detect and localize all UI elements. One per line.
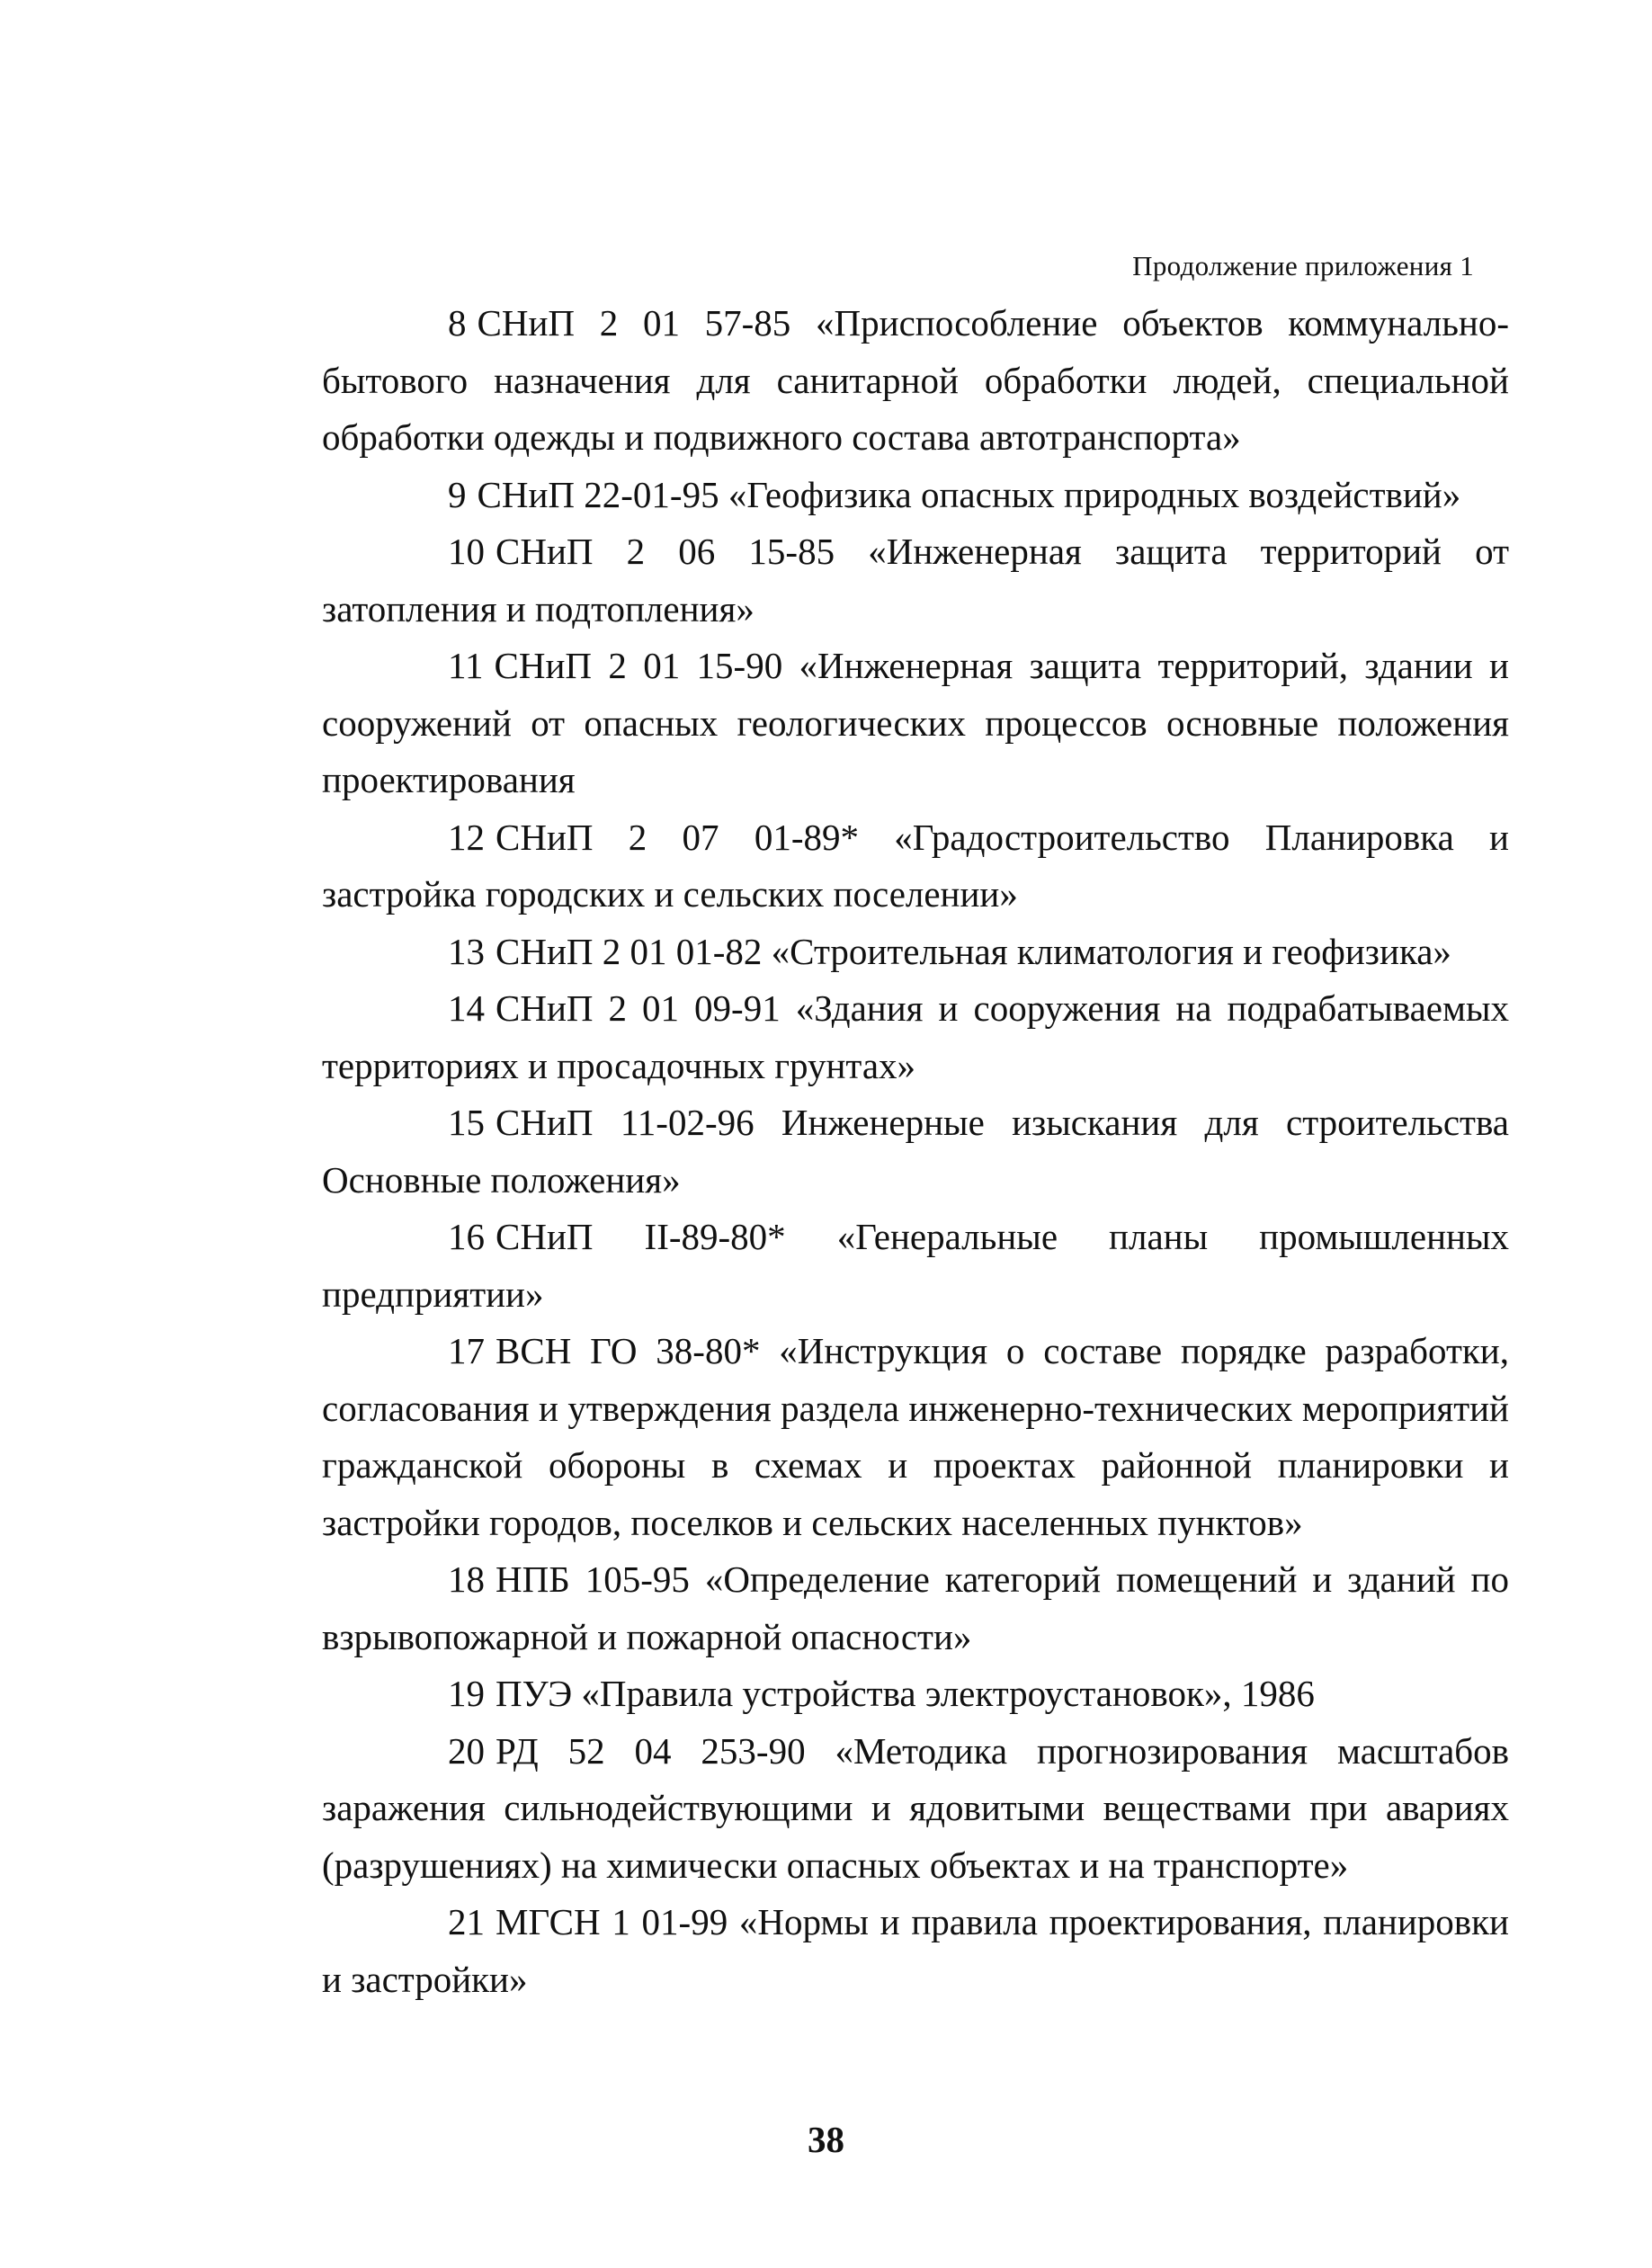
item-text: НПБ 105-95 «Определение категорий помещений и зданий по взрывопожарной и пожарной опасности» bbox=[322, 1558, 1509, 1657]
item-number: 19 bbox=[448, 1673, 485, 1714]
list-item bbox=[322, 980, 1509, 1094]
item-number: 9 bbox=[448, 473, 467, 515]
reference-list bbox=[322, 295, 1509, 2008]
item-text: ВСН ГО 38-80* «Инструкция о составе порядке разработки, согласования и утверждения раздела инженерно-технических мероприятий гражданской обороны в схемах и проектах районной планировки и застройки городов, поселков и сельских населенных пунктов» bbox=[322, 1330, 1509, 1543]
list-item bbox=[322, 523, 1509, 638]
list-item bbox=[322, 1723, 1509, 1895]
list-item bbox=[322, 924, 1509, 981]
item-text: СНиП 2 01 01-82 «Строительная климатология и геофизика» bbox=[496, 930, 1451, 972]
list-item bbox=[322, 1209, 1509, 1323]
list-item bbox=[322, 467, 1509, 524]
page-header: Продолжение приложения 1 bbox=[1132, 250, 1474, 281]
item-number: 14 bbox=[448, 987, 485, 1029]
item-number: 15 bbox=[448, 1102, 485, 1143]
list-item bbox=[322, 1894, 1509, 2008]
list-item bbox=[322, 638, 1509, 809]
item-number: 21 bbox=[448, 1901, 485, 1942]
list-item bbox=[322, 1323, 1509, 1551]
item-number: 16 bbox=[448, 1216, 485, 1257]
item-number: 12 bbox=[448, 816, 485, 858]
item-text: СНиП 2 07 01-89* «Градостроительство Планировка и застройка городских и сельских поселении» bbox=[322, 816, 1509, 915]
item-number: 11 bbox=[448, 645, 484, 686]
item-number: 18 bbox=[448, 1558, 485, 1600]
item-number: 8 bbox=[448, 302, 467, 344]
item-text: МГСН 1 01-99 «Нормы и правила проектирования, планировки и застройки» bbox=[322, 1901, 1509, 2000]
item-number: 10 bbox=[448, 531, 485, 572]
item-text: РД 52 04 253-90 «Методика прогнозирования масштабов заражения сильнодействующими и ядовитыми веществами при авариях (разрушениях) на химически опасных объектах и на транспорте» bbox=[322, 1729, 1509, 1886]
list-item bbox=[322, 1551, 1509, 1665]
item-text: СНиП II-89-80* «Генеральные планы промышленных предприятии» bbox=[322, 1216, 1509, 1315]
list-item bbox=[322, 295, 1509, 467]
item-text: СНиП 11-02-96 Инженерные изыскания для строительства Основные положения» bbox=[322, 1102, 1509, 1201]
item-number: 17 bbox=[448, 1330, 485, 1371]
page-number: 38 bbox=[808, 2119, 844, 2160]
list-item bbox=[322, 809, 1509, 924]
item-text: СНиП 2 06 15-85 «Инженерная защита территорий от затопления и подтопления» bbox=[322, 531, 1509, 630]
item-text: СНиП 2 01 57-85 «Приспособление объектов коммунально-бытового назначения для санитарной обработки людей, специальной обработки одежды и подвижного состава автотранспорта» bbox=[322, 302, 1509, 458]
item-number: 20 bbox=[448, 1729, 485, 1772]
item-text: СНиП 2 01 09-91 «Здания и сооружения на подрабатываемых территориях и просадочных грунтах» bbox=[322, 987, 1509, 1086]
item-text: ПУЭ «Правила устройства электроустановок», 1986 bbox=[496, 1673, 1315, 1714]
list-item bbox=[322, 1665, 1509, 1723]
item-number: 13 bbox=[448, 930, 485, 972]
item-text: СНиП 22-01-95 «Геофизика опасных природных воздействий» bbox=[477, 473, 1461, 515]
list-item bbox=[322, 1094, 1509, 1209]
item-text: СНиП 2 01 15-90 «Инженерная защита территорий, здании и сооружений от опасных геологических процессов основные положения проектирования bbox=[322, 645, 1509, 800]
